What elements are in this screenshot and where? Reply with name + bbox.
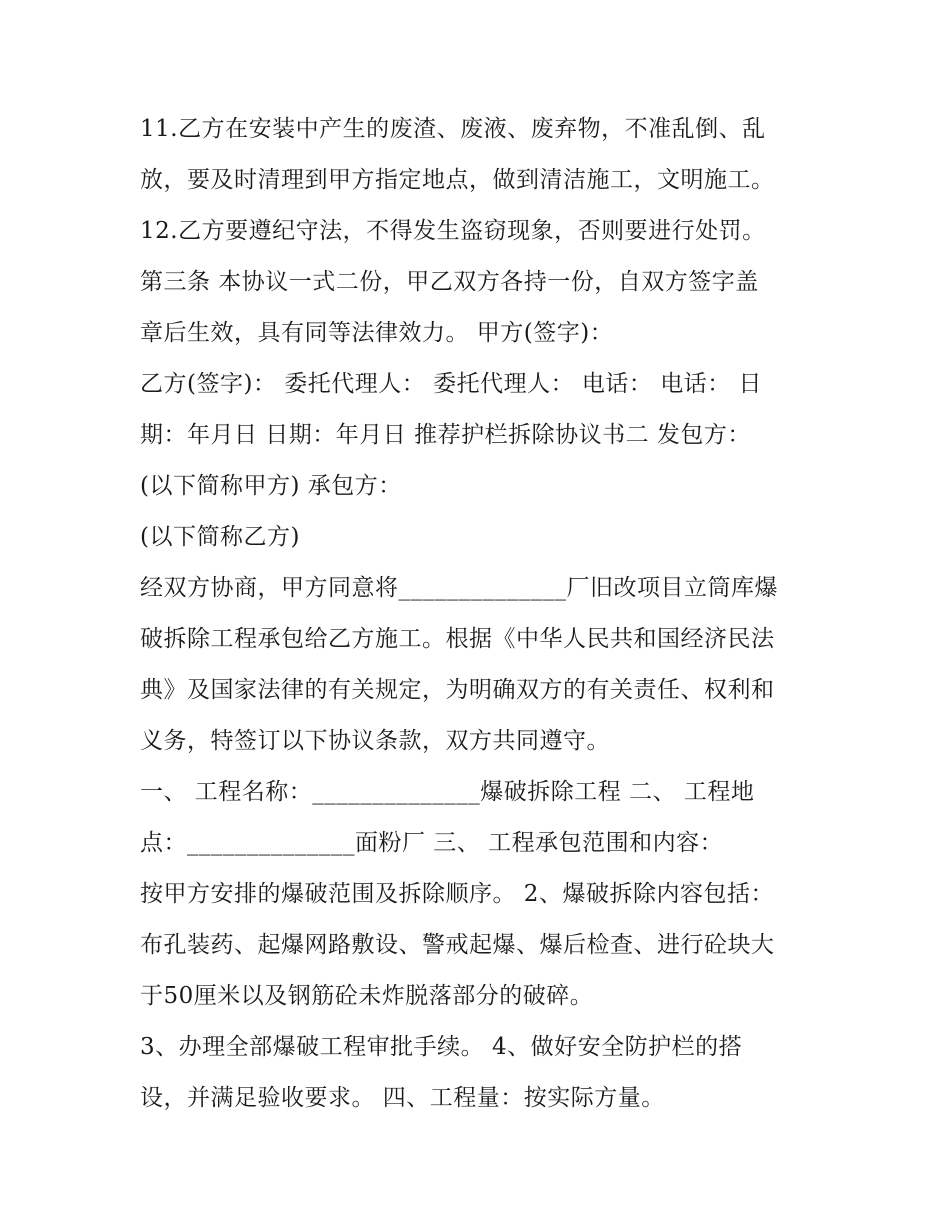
document-body [140,104,840,1124]
text-line: 一、 工程名称：______________爆破拆除工程 二、 工程地 [140,779,755,805]
text-line: 12.乙方要遵纪守法，不得发生盗窃现象，否则要进行处罚。 [140,218,766,244]
text-line: 按甲方安排的爆破范围及拆除顺序。 2、爆破拆除内容包括： [140,881,774,907]
text-line: 乙方(签字)： 委托代理人： 委托代理人： 电话： 电话： 日 [140,371,763,397]
text-line: 3、办理全部爆破工程审批手续。 4、做好安全防护栏的搭 [140,1034,743,1060]
text-line: (以下简称甲方) 承包方： [140,473,402,499]
text-line: 义务，特签订以下协议条款，双方共同遵守。 [140,728,610,754]
text-line: 设，并满足验收要求。 四、工程量：按实际方量。 [140,1085,665,1111]
text-line: 点：______________面粉厂 三、 工程承包范围和内容： [140,830,724,856]
text-line: 于50厘米以及钢筋砼未炸脱落部分的破碎。 [140,983,594,1009]
text-line: 经双方协商，甲方同意将______________厂旧改项目立筒库爆 [140,575,778,601]
text-line: 第三条 本协议一式二份，甲乙双方各持一份，自双方签字盖 [140,269,759,295]
text-line: 放，要及时清理到甲方指定地点，做到清洁施工，文明施工。 [140,167,775,193]
text-line: 期：年月日 日期：年月日 推荐护栏拆除协议书二 发包方： [140,422,751,448]
text-line: 破拆除工程承包给乙方施工。根据《中华人民共和国经济民法 [140,626,775,652]
text-line: (以下简称乙方) [140,524,300,550]
text-line: 章后生效，具有同等法律效力。 甲方(签字)： [140,320,614,346]
text-line: 布孔装药、起爆网路敷设、警戒起爆、爆后检查、进行砼块大 [140,932,775,958]
text-line: 典》及国家法律的有关规定，为明确双方的有关责任、权利和 [140,677,775,703]
text-line: 11.乙方在安装中产生的废渣、废液、废弃物，不准乱倒、乱 [140,116,766,142]
